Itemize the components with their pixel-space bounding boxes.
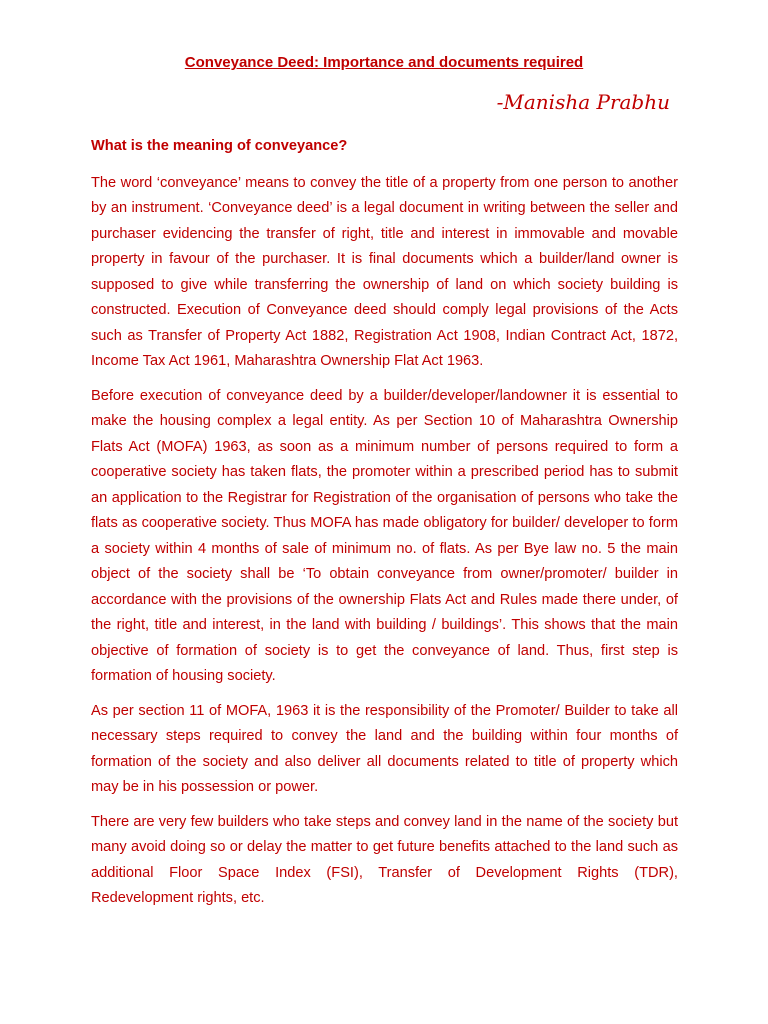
document-title: Conveyance Deed: Importance and documents required xyxy=(184,54,584,71)
paragraph-legal-entity: Before execution of conveyance deed by a builder/developer/landowner it is essential to make the housing complex a legal entity. As per Section 10 of Maharashtra Ownership Flats Act (MOFA) 1963, as soon as a minimum number of persons required to form a cooperative society has taken flats, the promoter within a prescribed period has to submit an application to the Registrar for Registration of the organisation of persons who take the flats as cooperative society. Thus MOFA has made obligatory for builder/ developer to form a society within 4 months of sale of minimum no. of flats. As per Bye law no. 5 the main object of the society shall be ‘To obtain conveyance from owner/promoter/ builder in accordance with the provisions of the ownership Flats Act and Rules made there under, of the right, title and interest, in the land with building / buildings’. This shows that the main objective of formation of society is to get the conveyance of land. Thus, first step is formation of housing society. xyxy=(91,387,678,684)
paragraph-definition: The word ‘conveyance’ means to convey the title of a property from one person to another by an instrument. ‘Conveyance deed’ is a legal document in writing between the seller and purchaser evidencing the transfer of right, title and interest in immovable and movable property in favour of the purchaser. It is final documents which a builder/land owner is supposed to give while transferring the ownership of land on which society building is constructed. Execution of Conveyance deed should comply legal provisions of the Acts such as Transfer of Property Act 1882, Registration Act 1908, Indian Contract Act, 1872, Income Tax Act 1961, Maharashtra Ownership Flat Act 1963. xyxy=(91,174,678,369)
paragraph-builders: There are very few builders who take steps and convey land in the name of the society but many avoid doing so or delay the matter to get future benefits attached to the land such as additional Floor Space Index (FSI), Transfer of Development Rights (TDR), Redevelopment rights, etc. xyxy=(91,813,678,906)
document-body xyxy=(91,134,678,921)
section-heading: What is the meaning of conveyance? xyxy=(91,138,348,154)
author-byline: -Manisha Prabhu xyxy=(496,90,670,114)
paragraph-section-11: As per section 11 of MOFA, 1963 it is the responsibility of the Promoter/ Builder to take all necessary steps required to convey the land and the building within four months of formation of the society and also deliver all documents related to title of property which may be in his possession or power. xyxy=(91,702,678,795)
